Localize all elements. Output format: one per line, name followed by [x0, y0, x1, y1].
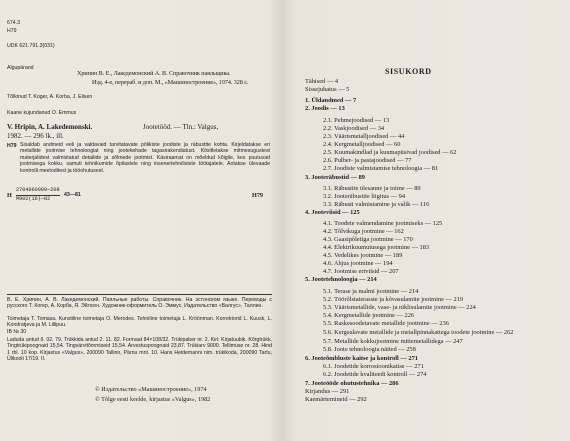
h79-label: H79	[7, 143, 17, 149]
main-entry-author: V. Hripin, A. Lakedemonski.	[7, 123, 93, 131]
toc-subsection: 5.5. Raskesoodetavate metallide jootmine — 236	[323, 320, 449, 327]
ib-number: IB № 30	[7, 329, 27, 335]
catalog-range: 43—81	[64, 192, 81, 198]
toc-chapter: 3. Jooteräbustid — 89	[305, 174, 366, 181]
toc-entry: Kirjandus — 291	[305, 388, 350, 395]
toc-subsection: 6.1. Joodetide korrosioonikaitse — 271	[323, 363, 424, 370]
toc-subsection: 5.6. Kergsulavate metallide ja metallpinnakattega toodete jootmine — 262	[323, 329, 514, 336]
toc-subsection: 4.5. Vedelikes jootmine — 189	[323, 252, 403, 259]
original-ref-line-2: Изд. 4-е, перераб. и доп. М., «Машиностроение», 1974. 328 с.	[92, 79, 249, 86]
toc-chapter: 4. Jooteviisid — 125	[305, 209, 360, 216]
author-code: H79	[7, 28, 17, 34]
toc-title: SISUKORD	[385, 67, 432, 76]
catalog-h: H	[7, 192, 12, 199]
toc-subsection: 6.2. Joodetide kvaliteedi kontroll — 274	[323, 371, 427, 378]
imprint-divider	[7, 294, 272, 295]
toc-subsection: 3.2. Jooteräbustite liigitus — 94	[323, 193, 406, 200]
toc-subsection: 3.3. Räbusti valmistamine ja valik — 116	[323, 201, 430, 208]
classification-code: 674.3	[7, 20, 20, 26]
toc-subsection: 2.6. Pulber- ja pastajoodised — 77	[323, 157, 412, 164]
toc-subsection: 2.4. Kergmetalljoodised — 60	[323, 141, 401, 148]
toc-subsection: 4.6. Ahjus jootmine — 194	[323, 260, 393, 267]
main-entry-year: 1982. — 296 lk., ill.	[7, 132, 64, 140]
copyright-translation: © Tõlge eesti keelde, kirjastus «Valgus», 1982	[95, 396, 211, 403]
toc-chapter: 1. Üldandmed — 7	[305, 97, 357, 104]
toc-chapter: 5. Jootetehnoloogia — 214	[305, 276, 377, 283]
cover-designer: Kaane kujundanud O. Emmus	[7, 110, 77, 116]
toc-subsection: 2.1. Pehmejoodised — 13	[323, 117, 390, 124]
toc-subsection: 4.4. Elektrikuumutusega jootmine — 183	[323, 244, 430, 251]
abstract-text: Sisaldab andmeid eeli ja valdavaid tarvitatavate pölikiste joodiste ja räbustite kohta. Kirjeldatakse eri metallide jootmise tehnoloogiat ning jootekehade tagasirakendiatust. Kõsitletakse mitmesugustest materjalidest valmistatud detailide ja sõlmede jootmist. Käsiraamat on mõeldud kõigile, kes puutuvad jootmisega kokku, samuti tehnikumide õpilastele ning insenertehnilistele töötajatele. Antakse ülevaade kontrolli meetoditest ja tööohutusest.	[20, 142, 270, 174]
toc-subsection: 4.1. Toodete valmendamine jootmiseks — 125	[323, 220, 443, 227]
toc-subsection: 2.2. Vaskjoodised — 34	[323, 125, 385, 132]
toc-entry: Sissejuhatus — 5	[305, 86, 350, 93]
toc-subsection: 4.3. Gaasipõletiga jootmine — 170	[323, 236, 413, 243]
toc-subsection: 2.3. Väärismetalljoodised — 44	[323, 133, 405, 140]
toc-subsection: 5.7. Metallide kokkujootmine mittemetallidega — 247	[323, 338, 463, 345]
print-info: Laduda antud 6. 02. 79. Trükkida antud 2. 11. 82. Formaat 84×108/32. Trükipaber nr. 2. Kiri: Kirjatuubik. Kõrgtrükk. Tingtrükipoognaid 15,54. Tingvärvitõmmiseid 15,54. Arvestuspoognaid 23,87. Trükiarv 9000. Tellimuse nr. 28. Hind 1 rbl. 10 kop. Kirjastus «Valgus», 200090 Tallinn, Pärnu mnt. 10. Hans Heidemanni nim. trükikoda, 200090 Tartu, Ülikooli 17/19. II.	[7, 337, 272, 363]
copyright-original: © Издательство «Машиностроение», 1974	[95, 386, 207, 393]
toc-chapter: 6. Jooteõmbluste kaitse ja kontroll — 271	[305, 355, 418, 362]
toc-subsection: 5.2. Töörõlstaterasste ja kõvasulamite jootmine — 219	[323, 296, 464, 303]
toc-entry: Tähised — 4	[305, 78, 339, 85]
toc-chapter: 7. Jooteööde ohutustehnika — 286	[305, 380, 399, 387]
original-ref-line-1: Хрипин В. Е., Лакедемонский А. В. Справочник паяльщика.	[77, 70, 231, 77]
translators-line: Tõlkinud T. Koger, A. Korba, J. Eilsen	[7, 94, 93, 100]
toc-subsection: 2.5. Kuumakindlad ja kuumapüsivad joodised — 62	[323, 149, 457, 156]
toc-subsection: 5.8. Joote tehnoloogia näited — 258	[323, 346, 416, 353]
toc-subsection: 2.7. Joodiste valmistamise tehnoloogia — 81	[323, 165, 439, 172]
catalog-code-2: M902(16)—82	[16, 196, 51, 202]
toc-subsection: 3.1. Räbustite ülesanne ja toime — 89	[323, 185, 421, 192]
catalog-h79: H79	[252, 192, 264, 199]
udk-code: UDK 621.791.3(031)	[7, 43, 55, 49]
bibliographic-russian: В. Е. Хрипин, А. В. Лакедемонский. Паяльные работы. Справочник. На эстонском языке. Переводы с русского Т. Когер, А. Корба, Я. Эйлсен. Художник-оформитель О. Эммус. Издательство «Валгус», Таллин.	[7, 297, 272, 310]
toc-subsection: 4.7. Jootmise eriviisid — 207	[323, 268, 399, 275]
toc-entry: Kaemärtemineid — 292	[305, 396, 367, 403]
toc-chapter: 2. Joodis — 13	[305, 105, 345, 112]
toc-subsection: 5.1. Terase ja malmi jootmine — 214	[323, 288, 419, 295]
original-label: Algupärand	[7, 65, 34, 71]
bibliographic-estonian: Toimetaja T. Tomasa. Kunstiline toimetaja O. Merodes. Tehniline toimetaja L. Kröönman. Korrektorid L. Kuusk, L. Kondratjeva ja M. Lillipuu.	[7, 316, 272, 329]
main-entry-title: Jootetööd. — Tln.: Valgus,	[143, 123, 219, 131]
toc-subsection: 5.3. Väärismetallide, vase- ja niklisulamite jootmine — 224	[323, 304, 476, 311]
toc-subsection: 5.4. Kergmetallide jootmine — 226	[323, 312, 415, 319]
toc-subsection: 4.2. Tõlvikuga jootmine — 162	[323, 228, 404, 235]
catalog-code-1: 2704060000—208	[16, 187, 60, 193]
contents-page	[285, 0, 570, 441]
